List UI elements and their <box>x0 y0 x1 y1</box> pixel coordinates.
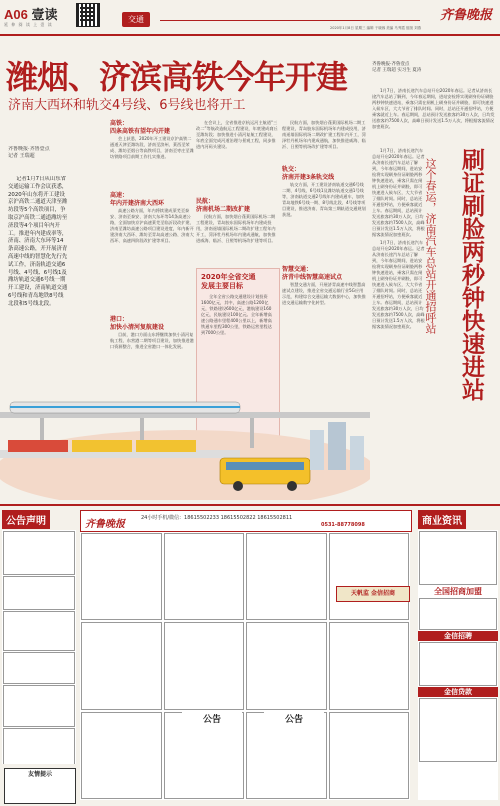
goals-box-body: 全年全省公路交通建设计划投资1600亿元，其中，高速公路1200亿元，铁路建设600亿元，港航建设160亿元，民航建设100亿元。全年新增高速公路通车里程400公里以上，新增高铁通车里程300公里，铁路运营里程达到7000公里。 <box>201 294 272 335</box>
article-column-2 <box>110 120 194 398</box>
issue-meta: 2020年1月8日 星期三 编辑 于晓蓉 美编 马秀霞 组版 刘燕 <box>330 26 422 30</box>
bus-windows <box>226 462 304 470</box>
page-header <box>0 0 500 36</box>
train-stripe <box>10 406 240 408</box>
bus-wheel <box>287 481 297 491</box>
section-heading-metro: 轨交： 济南开建3条轨交线 <box>282 166 335 181</box>
section-heading-smart: 智慧交通： 济青中线智慧高速试点 <box>282 266 343 281</box>
building <box>310 430 324 470</box>
ads-contact-banner <box>80 510 412 532</box>
lead-paragraph: 记者1月7日从山东省交通运输工作会议获悉，2020年山东将开工建设京沪高铁二通道天津至潍坊段等5个高铁项目，争取京沪高铁二通道潍坊至济段等4个项目年内开工。推进年内建成率等，济南、济南大东环等14条高速公路，开开展济青高速中线的智慧化先行先试工作，济南轨道交通6号线、4号线、6号线1及潍坊轨道交通6号线一期开工建设，济南轨道交通6号线和青岛地铁8号线北段和5号线北段。 <box>8 176 68 307</box>
article-byline: 齐鲁晚报·齐鲁壹点 记者 王瑞超 <box>8 146 50 159</box>
section-heading-port: 港口： 加快小清河复航建设 <box>110 316 165 331</box>
section-body-highway: 高速公路方面，年内将续建成莱芜至泰安、济南至泰安、济南大东环等14条高速公路，全面加快京沪高速莱芜至临沂段改扩建、济南至潍坊高速公路项目建设进度，年内新开建济南大西环、潍坊至青岛高速公路、济南大西环、高速四阶段改扩建等项目。 <box>110 208 194 243</box>
ad-tianfan: 天帆监 金信招商 <box>336 586 410 602</box>
main-headline: 潍烟、济滨高铁今年开建 <box>6 58 348 96</box>
right-article-subheadline: 这个春运，济南汽车总站开通招呼站 <box>424 158 437 334</box>
section-label: 交通 <box>122 12 150 27</box>
friendly-tip-title: 友情提示 <box>27 771 52 778</box>
ads-right-tab: 商业资讯 <box>418 510 466 529</box>
building <box>350 436 364 470</box>
transit-illustration <box>0 400 370 500</box>
notice-title-2: 公告 <box>264 712 324 725</box>
bus-wheel <box>233 481 243 491</box>
ads-hotline: 0531-88778098 <box>321 522 365 528</box>
section-body-smart: 智慧交通方面，开展济青高速中线智慧高速试点建设，推进全省交通运输行业5G应用示范，构建综合交通运输大数据中心，加快推进交通运输数字化转型。 <box>282 282 366 305</box>
section-heading-aviation: 民航： 济南机场二期改扩建 <box>196 198 251 213</box>
viaduct-pillar <box>250 418 254 448</box>
page-number: A06 壹读 <box>4 7 58 22</box>
ads-middle-grid <box>80 532 410 800</box>
section-body-port: 目前，港口方面山东将继续加快小清河复航工程、东营港二期等项目建设，加快推进港口资源整合，推进全省港口一体化发展。 <box>110 332 194 349</box>
column-4-intro: 民航方面，加快烟台蓬莱国际机场二期工程建设，青岛胶东国际机场年内建成投用，济南遥墙国际机场二期改扩建工程年内开工，菏泽牡丹机场年内建成通航，加快推进威海、临沂、日照等机场改扩建等项目。 <box>282 120 366 149</box>
main-subheadline: 济南大西环和轨交4号线、6号线也将开工 <box>8 98 246 113</box>
section-body-metro: 轨交方面，开工建设济南轨道交通6号线二期、4号线、6号线1及潍坊轨道交通1号线等，济南轨道交通2号线年内建成通车，加快青岛地铁6号线一期、8号线北段、4号线等项目建设，推进济南、青岛第三期轨道交通规划获批。 <box>282 182 366 217</box>
ads-right-column <box>418 530 498 800</box>
notice-title-1: 公告 <box>182 712 242 725</box>
section-divider <box>160 20 420 21</box>
article-column-3 <box>196 120 278 266</box>
right-article-body: 1月7日，济南长途汽车总站开启2020年春运。记者从济南长途汽车总站了解到，今年春运期间，进站安检将实现刷身份证刷脸两秒钟快速进站，乘客只需在闸机上刷身份证并刷脸，即可快速进入候车区，大大节省了排队时间。同时，总站还开通招呼站，方便乘客就近上车。春运期间，总站预计发送旅客约30万人次，日均发送旅客约7500人次，高峰日预计发送1.5万人次，将根据客流情况加密班次。 1月7日，济南长途汽车总站开启2020年春运。记者从济南长途汽车总站了解到，今年春运期间，进站安检将实现刷身份证刷脸两秒钟快速进站，乘客只需在闸机上刷身份证并刷脸，即可快速进入候车区，大大节省了排队时间。同时，总站还开通招呼站，方便乘客就近上车。春运期间，总站预计发送旅客约30万人次，日均发送旅客约7500人次，高峰日预计发送1.5万人次，将根据客流情况加密班次。 <box>372 148 425 329</box>
section-heading-rail: 高铁： 四条高铁有望年内开建 <box>110 120 171 135</box>
ads-phone: 24小时手机/微信：18615502233 18615502822 18615502811 <box>141 515 293 521</box>
header-subtext: 延 伸 阅 读 上 壹 读 <box>4 22 53 27</box>
metro-train-yellow <box>136 440 196 452</box>
metro-train-yellow <box>72 440 132 452</box>
qr-code-icon <box>76 3 100 27</box>
ads-left-tab: 公告声明 <box>2 510 50 529</box>
goals-box-title: 2020年全省交通 发展主要目标 <box>201 273 256 290</box>
waterway-body: 在会议上，全省推进京杭运河主航道“三改二”等航改造航运工程建设，年底建成商丘至潍坊段；加快推进小清河复航工程建设，年底全面完成河道治理与景观工程，同步推进内河码头建设。 <box>196 120 278 149</box>
newspaper-brand: 齐鲁晚报 <box>439 8 492 23</box>
section-body-aviation: 民航方面，加快烟台蓬莱国际机场二期工程建设，青岛胶东国际机场年内建成投用，济南遥墙国际机场二期改扩建工程年内开工，菏泽牡丹机场年内建成通航，加快推进威海、临沂、日照等机场改扩建等项目。 <box>196 214 276 243</box>
metro-train-red <box>8 440 68 452</box>
building <box>328 422 346 470</box>
ads-left-column <box>2 530 76 764</box>
bus <box>220 458 310 484</box>
ad-jinxin-loan: 金信贷款 <box>418 687 498 697</box>
ads-brand: 齐鲁晚报 <box>85 519 125 530</box>
right-article-lead: 1月7日，济南长途汽车总站开启2020年春运。记者从济南长途汽车总站了解到，今年春运期间，进站安检将实现刷身份证刷脸两秒钟快速进站，乘客只需在闸机上刷身份证并刷脸，即可快速进入候车区，大大节省了排队时间。同时，总站还开通招呼站，方便乘客就近上车。春运期间，总站预计发送旅客约30万人次，日均发送旅客约7500人次，高峰日预计发送1.5万人次，将根据客流情况加密班次。 <box>372 88 495 129</box>
right-article-byline: 齐鲁晚报·齐鲁壹点 记者 王瑞超 实习生 夏涛 <box>372 62 422 73</box>
section-body-rail: 会上获悉，2020年开工建设京沪高铁二通道天津至潍坊段、济南至滨州、莱西至荣成、潍坊至烟台等高铁项目，济南至枣庄至潍坊铁路项目前期工作扎实推进。 <box>110 136 194 159</box>
section-heading-highway: 高速： 年内开建济南大西环 <box>110 192 165 207</box>
friendly-tip-box <box>4 768 76 804</box>
article-column-4 <box>282 120 366 400</box>
right-article-headline: 刷证刷脸两秒钟快速进站 <box>458 148 484 401</box>
ad-jinxin-recruit: 金信招聘 <box>418 631 498 641</box>
classified-ads-section <box>0 504 500 806</box>
ad-nationwide-franchise: 全国招商加盟 <box>434 587 482 596</box>
